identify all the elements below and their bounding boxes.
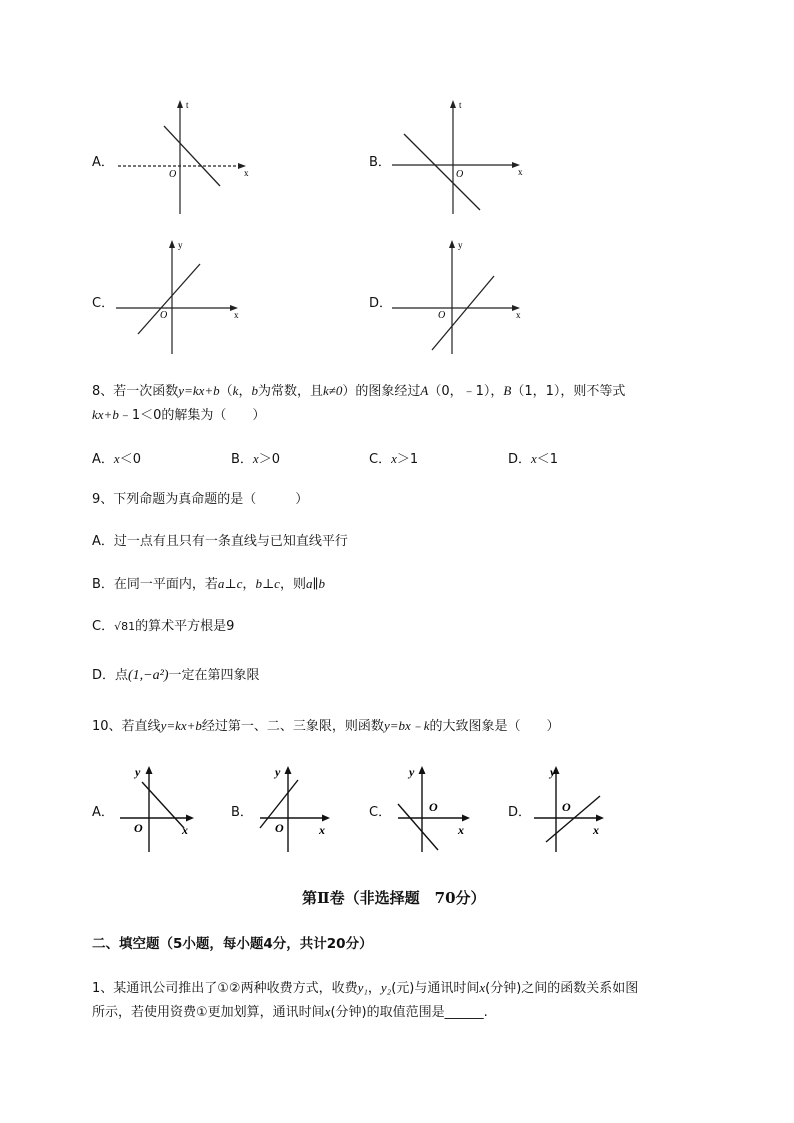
equation: y=kx+b <box>178 383 220 398</box>
origin-label: O <box>169 169 177 180</box>
text: 所示，若使用资费①更加划算，通讯时间 <box>92 1005 325 1020</box>
axis-x-label: x <box>518 167 523 177</box>
text: ， <box>238 384 252 399</box>
f1-line1 <box>92 979 638 998</box>
option-label: B． <box>231 805 253 820</box>
math: b⊥c <box>255 576 280 591</box>
axis-y-label: y <box>178 240 183 250</box>
axis-x-label: x <box>593 823 599 837</box>
q8-option-b[interactable] <box>231 450 280 469</box>
text: （1，1），则不等式 <box>511 384 626 399</box>
text: 为常数，且 <box>257 384 323 399</box>
variable: x <box>391 451 397 466</box>
point-expression: (1,−a²) <box>128 668 169 683</box>
option-text: B．在同一平面内，若 <box>92 577 218 592</box>
q8-stem-line2 <box>92 406 265 425</box>
variable: x <box>113 451 120 466</box>
axis-x-label: x <box>244 168 249 178</box>
text: (分钟)之间的函数关系如图 <box>485 981 639 996</box>
text: ，则 <box>279 577 306 592</box>
text: （ <box>219 384 233 399</box>
option-text: ＞0 <box>258 452 280 467</box>
axis-y-label: y <box>409 765 415 779</box>
q8-option-d[interactable] <box>508 450 558 469</box>
origin-label: O <box>429 800 438 814</box>
q9-option-a[interactable]: A．过一点有且只有一条直线与已知直线平行 <box>92 534 348 549</box>
option-text: ＞1 <box>396 452 419 467</box>
math: a⊥c <box>217 576 243 591</box>
q10-graph-d <box>530 762 620 854</box>
text: 1、某通讯公司推出了①②两种收费方式，收费 <box>92 981 358 996</box>
origin-label: O <box>438 310 446 321</box>
radical: √81 <box>114 620 136 633</box>
variable: b <box>251 383 258 398</box>
question-number: 8、 <box>92 384 114 399</box>
math: a∥b <box>305 576 325 591</box>
part2-title: 第Ⅱ卷（非选择题 70分） <box>302 889 486 907</box>
origin-label: O <box>456 169 464 180</box>
q8-option-c[interactable] <box>369 450 418 469</box>
variable: y₂ <box>380 980 392 995</box>
axis-x-label: x <box>234 310 239 320</box>
option-label: C． <box>369 452 392 467</box>
text: ）的图象经过 <box>342 384 421 399</box>
option-label: B． <box>231 452 253 467</box>
axis-y-label: t <box>459 100 462 110</box>
text: 若直线 <box>121 719 161 734</box>
origin-label: O <box>160 310 168 321</box>
text: （0，﹣1）， <box>428 384 504 399</box>
axis-x-label: x <box>182 823 188 837</box>
q7-graph-a <box>116 98 256 218</box>
variable: x <box>252 451 259 466</box>
text: ﹣1＜0的解集为（ ） <box>118 408 266 423</box>
f1-line2 <box>92 1003 488 1022</box>
equation: y=bx﹣k <box>383 718 430 733</box>
q9-stem: 9、下列命题为真命题的是（ ） <box>92 492 309 507</box>
q10-graph-b <box>256 762 346 854</box>
q8-option-a[interactable] <box>92 450 141 469</box>
q9-option-b[interactable] <box>92 575 325 594</box>
origin-label: O <box>562 800 571 814</box>
text: 的大致图象是（ ） <box>429 719 560 734</box>
option-label: C． <box>369 805 392 820</box>
axis-x-label: x <box>458 823 464 837</box>
option-label: D． <box>369 296 393 311</box>
q7-graph-b <box>390 98 530 218</box>
point-a: A <box>420 383 429 398</box>
q9-option-c[interactable] <box>92 618 234 636</box>
option-label: A． <box>92 805 114 820</box>
option-text: 一定在第四象限 <box>168 668 260 683</box>
condition: k≠0 <box>322 383 343 398</box>
text: 若一次函数 <box>113 384 179 399</box>
axis-y-label: y <box>458 240 463 250</box>
option-label: D．点 <box>92 668 129 683</box>
option-text: ＜1 <box>536 452 559 467</box>
option-label: D． <box>508 805 532 820</box>
question-number: 10、 <box>92 719 122 734</box>
q10-graph-a <box>116 762 206 854</box>
expression: kx+b <box>92 407 119 422</box>
option-text: 的算术平方根是9 <box>135 619 235 634</box>
variable: y₁ <box>357 980 368 995</box>
option-label: C． <box>92 619 115 634</box>
q10-stem <box>92 717 560 736</box>
text: ， <box>367 981 381 996</box>
text: (分钟)的取值范围是______. <box>330 1005 488 1020</box>
equation: y=kx+b <box>160 718 202 733</box>
origin-label: O <box>275 821 284 835</box>
q7-graph-c <box>114 238 254 358</box>
axis-x-label: x <box>319 823 325 837</box>
origin-label: O <box>134 821 143 835</box>
option-label: A． <box>92 155 114 170</box>
point-b: B <box>503 383 512 398</box>
option-label: C． <box>92 296 115 311</box>
variable: k <box>232 383 239 398</box>
q9-option-d[interactable] <box>92 667 260 685</box>
option-text: ＜0 <box>119 452 141 467</box>
q8-stem-line1 <box>92 382 625 401</box>
text: 经过第一、二、三象限，则函数 <box>201 719 384 734</box>
axis-x-label: x <box>516 310 521 320</box>
axis-y-label: t <box>186 100 189 110</box>
axis-y-label: y <box>135 765 141 779</box>
option-label: D． <box>508 452 532 467</box>
text: (元)与通讯时间 <box>391 981 480 996</box>
variable: x <box>324 1004 331 1019</box>
q7-graph-d <box>390 238 530 358</box>
option-label: A． <box>92 452 114 467</box>
fill-section-heading: 二、填空题（5小题，每小题4分，共计20分） <box>92 936 373 952</box>
option-label: B． <box>369 155 391 170</box>
axis-y-label: y <box>550 765 556 779</box>
variable: x <box>531 451 537 466</box>
text: ， <box>242 577 256 592</box>
variable: x <box>479 980 486 995</box>
q10-graph-c <box>394 762 484 854</box>
axis-y-label: y <box>275 765 281 779</box>
